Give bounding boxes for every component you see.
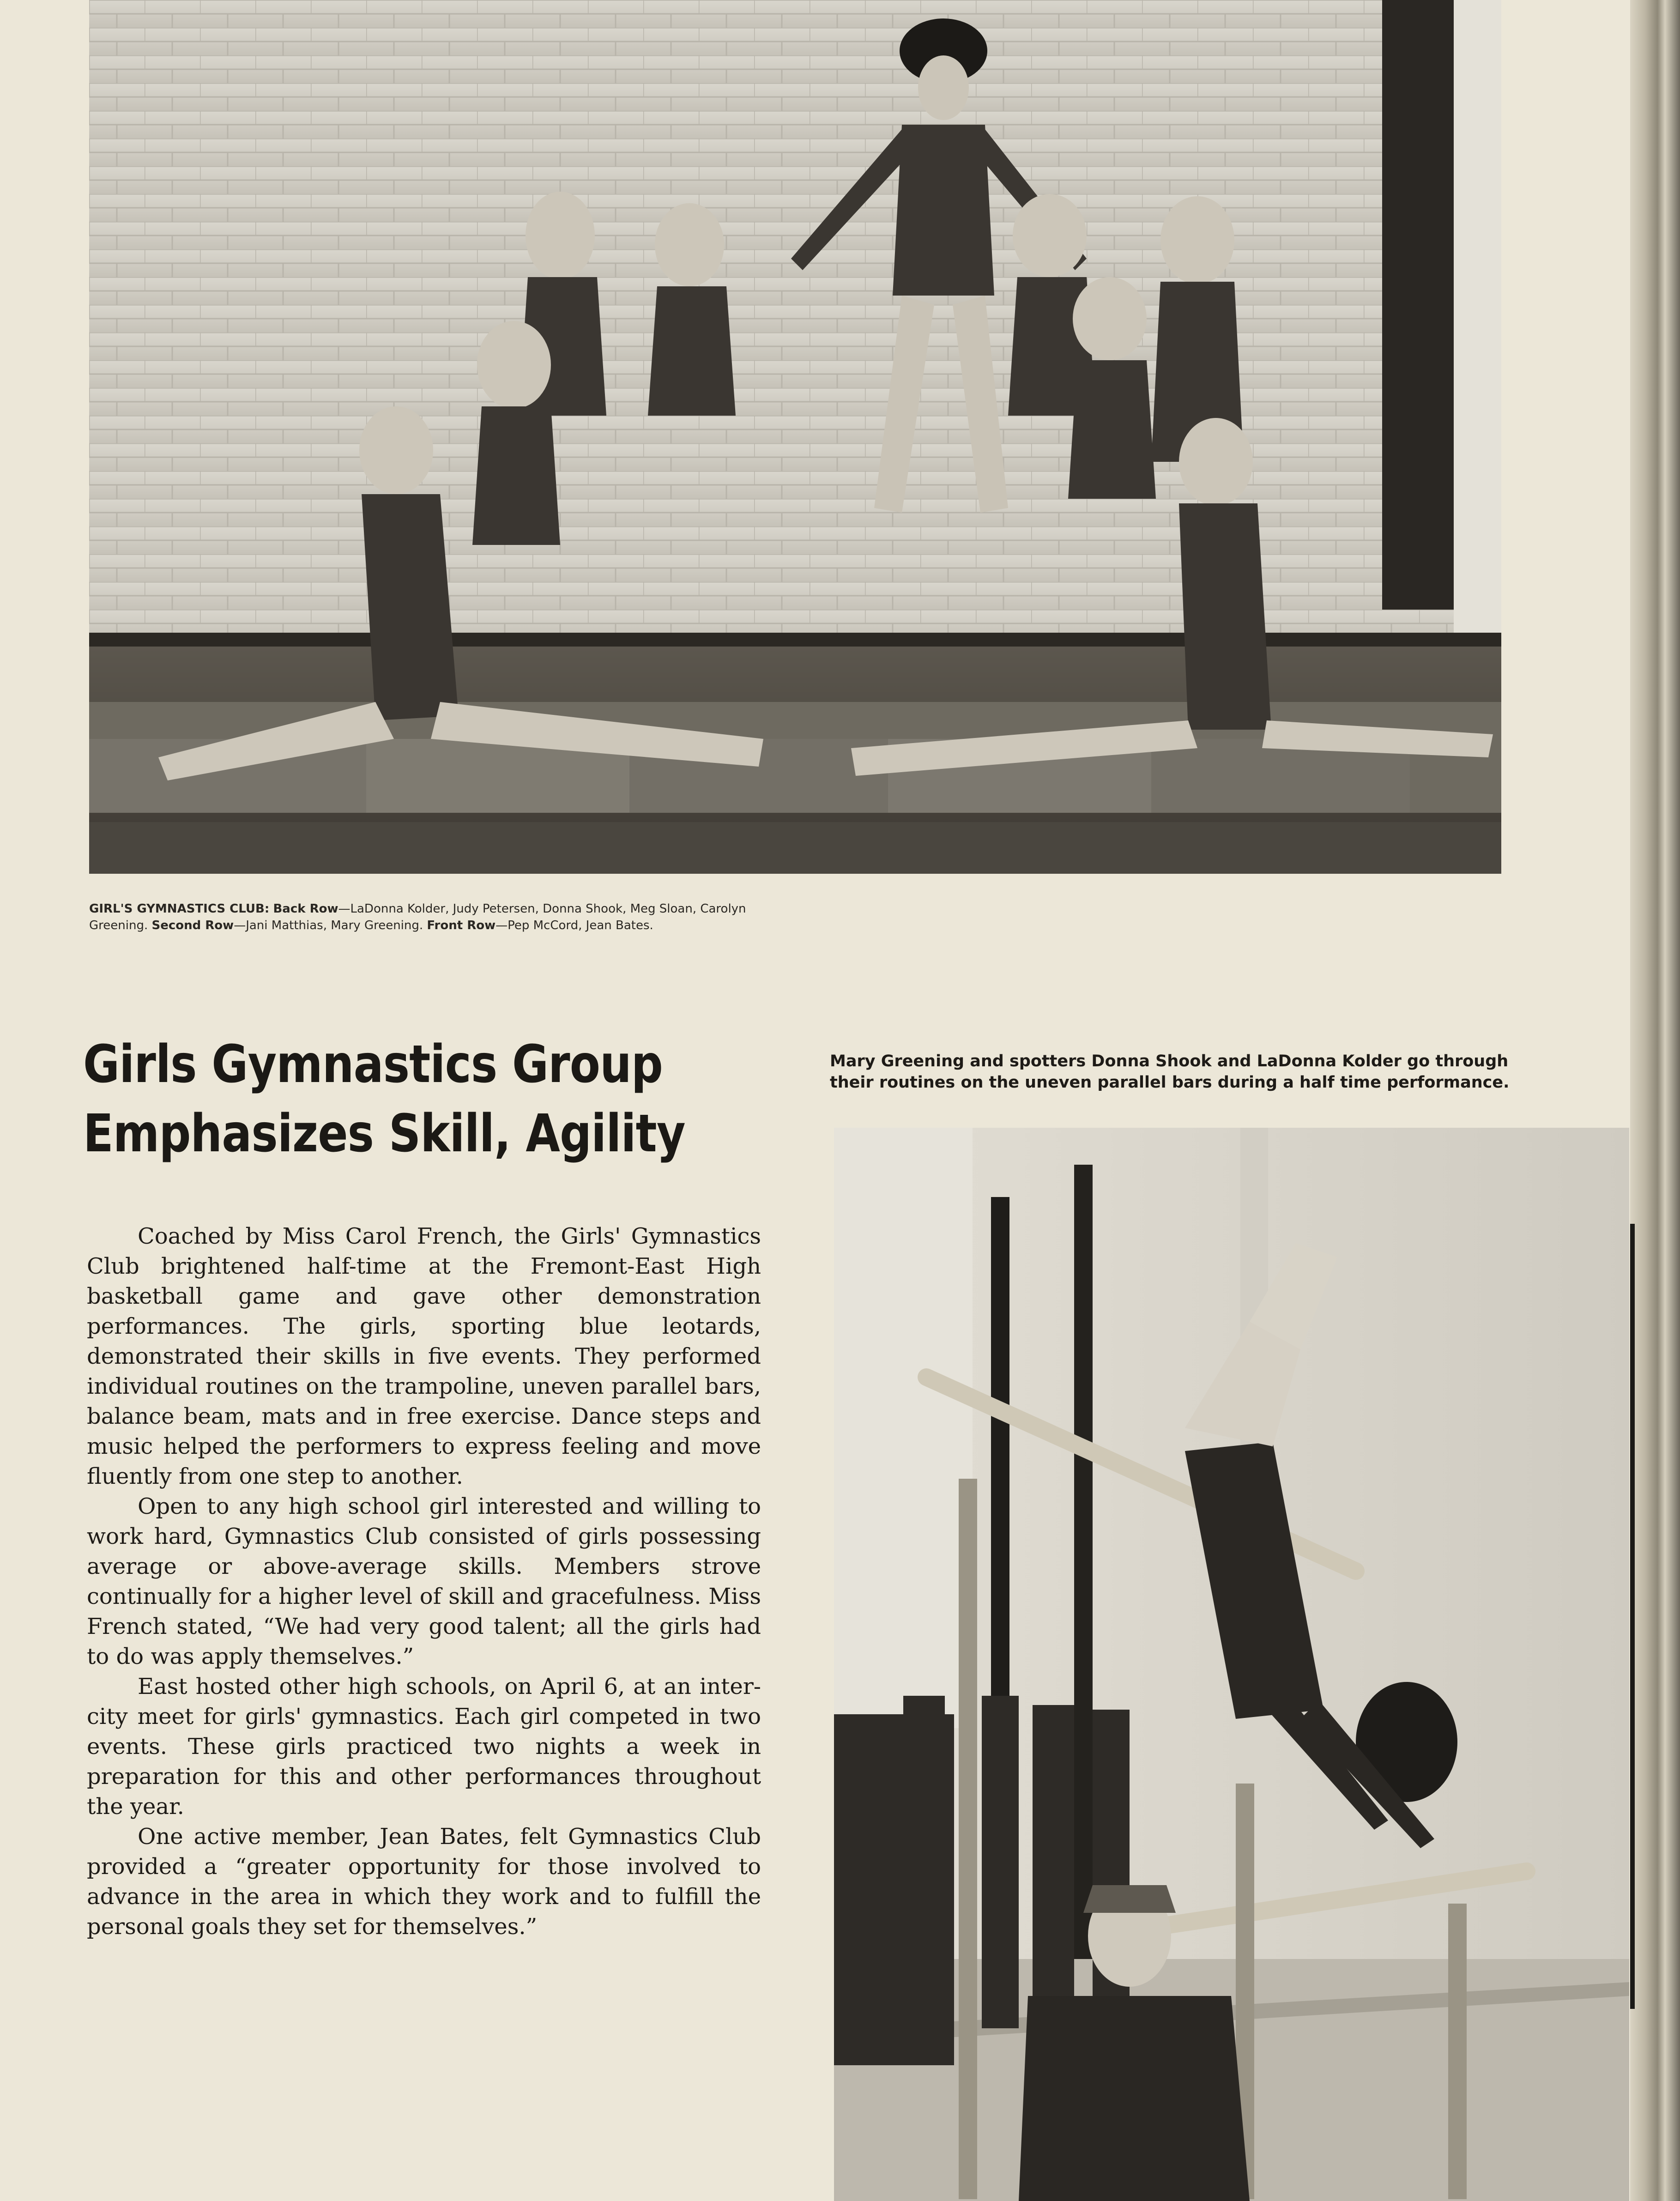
front-row-label: Front Row	[427, 919, 496, 932]
gymnastics-club-group-photo	[89, 0, 1501, 874]
second-row-names: —Jani Matthias, Mary Greening.	[234, 919, 423, 932]
second-row-label: Second Row	[151, 919, 234, 932]
group-photo-caption	[89, 901, 763, 934]
bars-photo-illustration	[834, 1128, 1629, 2201]
article-paragraph-1: Coached by Miss Carol French, the Girls' Gymnastics Club brightened half-time at the Fremont-East High basketball game and gave other demonstration performances. The girls, sporting blue leotards, demonstrated their skills in five events. They performed individual routines on the trampoline, uneven parallel bars, balance beam, mats and in free exercise. Dance steps and music helped the performers to express feeling and move fluently from one step to another.	[87, 1223, 761, 1489]
front-row-names: —Pep McCord, Jean Bates.	[496, 919, 653, 932]
bars-photo-caption: Mary Greening and spotters Donna Shook and LaDonna Kolder go through their routines on the uneven parallel bars during a half time performance.	[830, 1052, 1510, 1092]
page-edge-rule	[1630, 1224, 1635, 2009]
book-page-edge	[1630, 0, 1680, 2201]
headline-line-1: Girls Gymnastics Group	[83, 1034, 663, 1094]
article-paragraph-4: One active member, Jean Bates, felt Gymnastics Club provided a “greater opportunity for those involved to advance in the area in which they work and to fulfill the personal goals they set for themselves.”	[87, 1824, 761, 1940]
group-photo-illustration	[89, 0, 1501, 874]
caption-lead: GIRL'S GYMNASTICS CLUB:	[89, 902, 270, 916]
uneven-bars-photo	[834, 1128, 1629, 2201]
headline-line-2: Emphasizes Skill, Agility	[83, 1104, 685, 1164]
back-row-label: Back Row	[273, 902, 338, 916]
article-headline	[83, 1030, 703, 1168]
article-body	[87, 1221, 761, 1942]
back-row-names: —LaDonna Kolder, Judy Petersen, Donna Shook, Meg Sloan, Carolyn Greening.	[89, 902, 746, 932]
article-paragraph-2: Open to any high school girl interested and willing to work hard, Gymnastics Club consisted of girls possessing average or above-average skills. Members strove continually for a higher level of skill and gracefulness. Miss French stated, “We had very good talent; all the girls had to do was apply themselves.”	[87, 1494, 761, 1669]
article-paragraph-3: East hosted other high schools, on April 6, at an inter-city meet for girls' gymnastics. Each girl competed in two events. These girls practiced two nights a week in preparation for this and other performances throughout the year.	[87, 1674, 761, 1820]
